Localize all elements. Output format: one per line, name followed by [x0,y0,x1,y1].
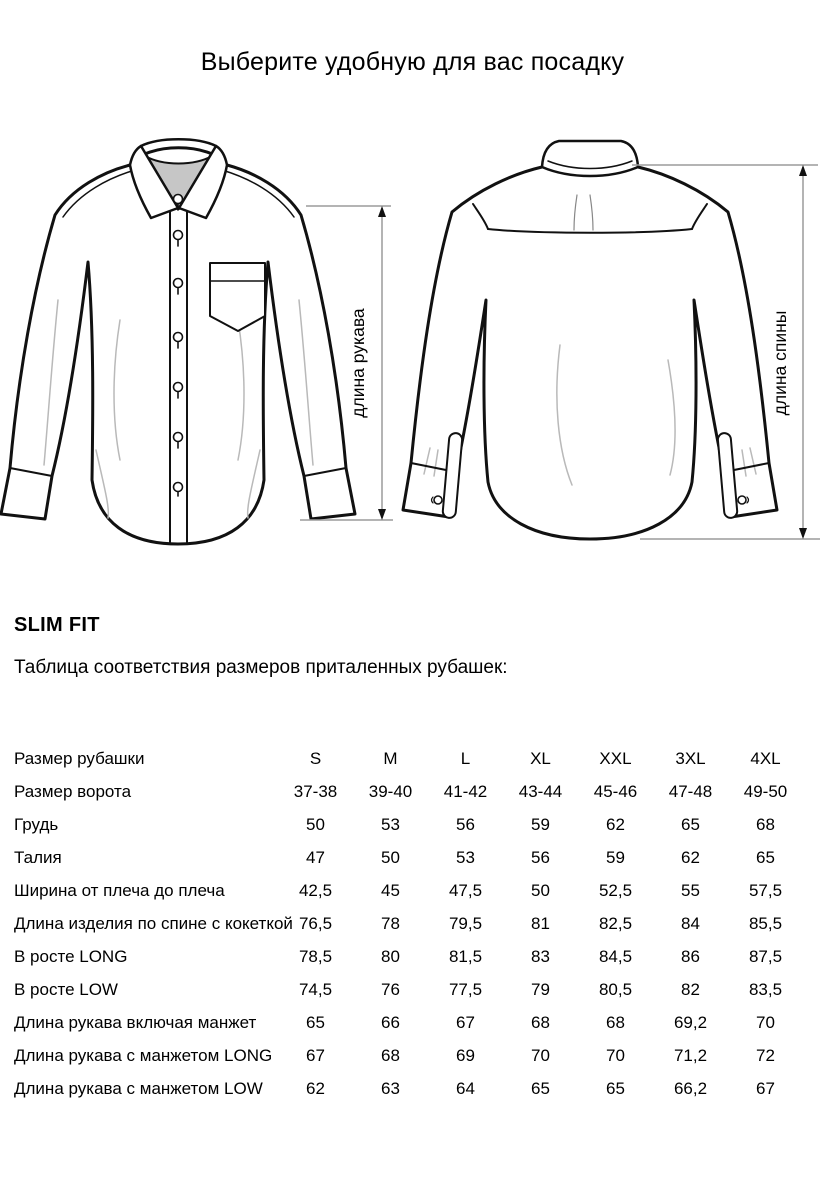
table-row [14,742,803,775]
size-value: 64 [456,1078,475,1098]
size-value: 85,5 [748,913,783,933]
size-value: 47 [306,847,325,867]
size-value: 74,5 [298,979,333,999]
row-label: Длина рукава с манжетом LOW [14,1078,263,1098]
size-value: 87,5 [748,946,783,966]
size-value: 65 [756,847,775,867]
size-value: L [460,748,471,768]
back-collar-shape [542,141,638,176]
size-value: 67 [306,1045,325,1065]
size-value: 53 [456,847,475,867]
arrow-up-icon [378,206,386,217]
table-row [14,973,803,1006]
size-value: 83 [531,946,550,966]
sleeve-length-label: длина рукава [348,308,368,418]
size-value: 65 [681,814,700,834]
row-label: Ширина от плеча до плеча [14,880,225,900]
row-label: Талия [14,847,62,867]
back-length-label: длина спины [770,310,790,416]
row-label: В росте LOW [14,979,118,999]
shirt-diagrams [0,120,825,590]
shirt-front-drawing [1,139,355,544]
size-value: 82 [681,979,700,999]
page-title: Выберите удобную для вас посадку [200,48,625,76]
size-value: 69,2 [673,1012,708,1032]
size-value: 78 [381,913,400,933]
size-value: 86 [681,946,700,966]
size-value: 76 [381,979,400,999]
table-row [14,841,803,874]
table-row [14,907,803,940]
size-value: S [309,748,322,768]
size-value: 67 [456,1012,475,1032]
size-value: 50 [381,847,400,867]
size-value: 47-48 [668,781,713,801]
size-value: 82,5 [598,913,633,933]
size-value: 70 [531,1045,550,1065]
size-value: 49-50 [743,781,788,801]
size-value: 59 [606,847,625,867]
size-value: 66,2 [673,1078,708,1098]
row-label: Размер ворота [14,781,132,801]
row-label: Длина рукава включая манжет [14,1012,257,1032]
size-value: 66 [381,1012,400,1032]
size-value: 78,5 [298,946,333,966]
size-value: 63 [381,1078,400,1098]
size-value: 47,5 [448,880,483,900]
size-value: M [383,748,398,768]
table-row [14,1072,803,1105]
collar-band-top [141,139,216,146]
size-value: 53 [381,814,400,834]
size-value: 77,5 [448,979,483,999]
arrow-up-icon [799,165,807,176]
size-value: 68 [381,1045,400,1065]
size-value: 62 [306,1078,325,1098]
size-value: 80 [381,946,400,966]
table-subtitle: Таблица соответствия размеров приталенных рубашек: [14,657,508,678]
table-row [14,808,803,841]
size-value: XXL [599,748,632,768]
row-label: Грудь [14,814,59,834]
size-value: 45-46 [593,781,638,801]
size-value: 65 [606,1078,625,1098]
size-value: 76,5 [298,913,333,933]
size-value: 69 [456,1045,475,1065]
size-value: 56 [531,847,550,867]
size-value: 84 [681,913,700,933]
size-value: 84,5 [598,946,633,966]
arrow-down-icon [799,528,807,539]
size-value: 37-38 [293,781,338,801]
size-value: 59 [531,814,550,834]
size-value: 50 [306,814,325,834]
size-value: 71,2 [673,1045,708,1065]
size-value: XL [530,748,551,768]
size-value: 70 [606,1045,625,1065]
table-row [14,1039,803,1072]
size-value: 81 [531,913,550,933]
size-value: 39-40 [368,781,413,801]
size-value: 81,5 [448,946,483,966]
size-value: 50 [531,880,550,900]
size-value: 3XL [675,748,706,768]
table-row [14,874,803,907]
size-value: 41-42 [443,781,488,801]
size-value: 43-44 [518,781,563,801]
size-value: 62 [681,847,700,867]
row-label: Размер рубашки [14,748,145,768]
size-value: 83,5 [748,979,783,999]
size-value: 62 [606,814,625,834]
size-value: 68 [756,814,775,834]
size-value: 55 [681,880,700,900]
size-value: 79 [531,979,550,999]
size-value: 57,5 [748,880,783,900]
size-table [14,742,803,1105]
cuff-button-left [434,496,442,504]
table-row [14,775,803,808]
size-value: 42,5 [298,880,333,900]
size-value: 67 [756,1078,775,1098]
table-row [14,1006,803,1039]
size-value: 68 [531,1012,550,1032]
size-value: 65 [306,1012,325,1032]
back-collar [542,141,638,176]
row-label: Длина рукава с манжетом LONG [14,1045,273,1065]
table-row [14,940,803,973]
size-value: 68 [606,1012,625,1032]
row-label: Длина изделия по спине с кокеткой [14,913,293,933]
size-value: 72 [756,1045,775,1065]
size-value: 4XL [750,748,781,768]
fit-heading: SLIM FIT [14,614,100,636]
size-value: 65 [531,1078,550,1098]
size-value: 70 [756,1012,775,1032]
size-value: 80,5 [598,979,633,999]
size-value: 79,5 [448,913,483,933]
row-label: В росте LONG [14,946,128,966]
shirt-back-drawing [403,141,777,539]
chest-pocket [210,263,265,331]
size-value: 56 [456,814,475,834]
size-value: 45 [381,880,400,900]
arrow-down-icon [378,509,386,520]
cuff-button-right [738,496,746,504]
size-value: 52,5 [598,880,633,900]
